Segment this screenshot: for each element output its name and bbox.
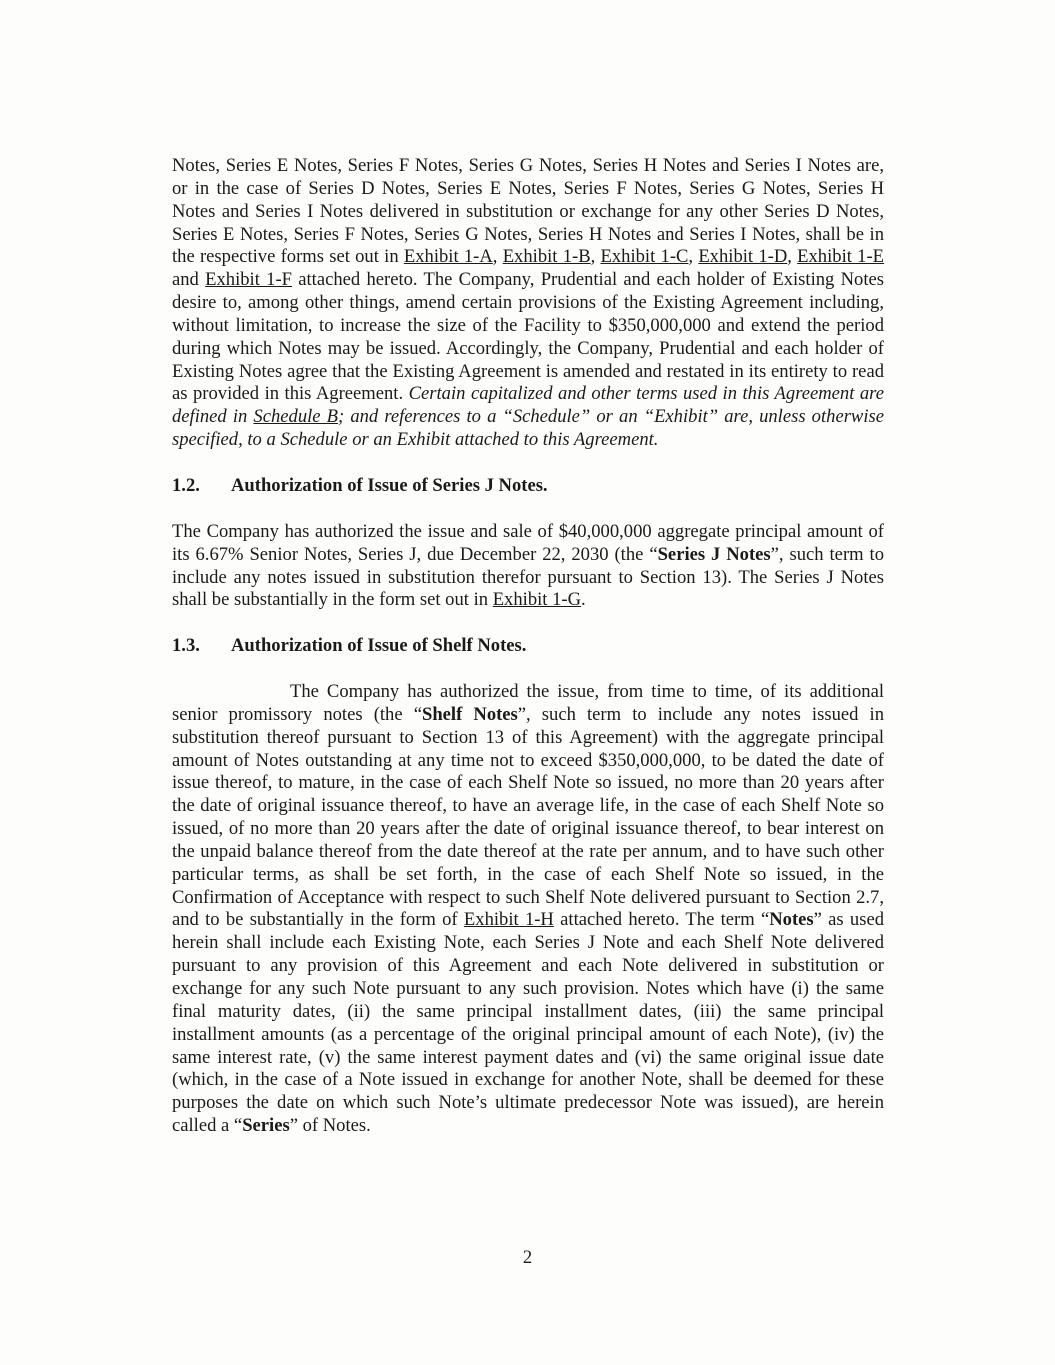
exhibit-1f-ref: Exhibit 1-F <box>205 269 292 291</box>
defined-term-shelf-notes: Shelf Notes <box>421 703 518 725</box>
section-1-3-paragraph: The Company has authorized the issue, from time to time, of its additional senior promissory notes (the “Shelf Notes”, such term to include any notes issued in substitution thereof pursuant to Section 13 of this Agreement) with the aggregate principal amount of Notes outstanding at any time not to exceed $350,000,000, to be dated the date of issue thereof, to mature, in the case of each Shelf Note so issued, no more than 20 years after the date of original issuance thereof, to have an average life, in the case of each Shelf Note so issued, of no more than 20 years after the date of original issuance thereof, to bear interest on the unpaid balance thereof from the date thereof at the rate per annum, and to have such other particular terms, as shall be set forth, in the case of each Shelf Note so issued, in the Confirmation of Acceptance with respect to such Shelf Note delivered pursuant to Section 2.7, and to be substantially in the form of Exhibit 1-H attached hereto. The term “Notes” as used herein shall include each Existing Note, each Series J Note and each Shelf Note delivered pursuant to any provision of this Agreement and each Note delivered in substitution or exchange for any such Note pursuant to any such provision. Notes which have (i) the same final maturity dates, (ii) the same principal installment dates, (iii) the same principal installment amounts (as a percentage of the original principal amount of each Note), (iv) the same interest rate, (v) the same interest payment dates and (vi) the same original issue date (which, in the case of a Note issued in exchange for another Note, shall be deemed for these purposes the date on which such Note’s ultimate predecessor Note was issued), are herein called a “Series” of Notes. <box>172 681 885 1137</box>
exhibit-1c-ref: Exhibit 1-C <box>600 246 689 268</box>
section-number: 1.3. <box>172 635 200 657</box>
exhibit-1g-ref: Exhibit 1-G <box>492 589 582 611</box>
exhibit-1e-ref: Exhibit 1-E <box>797 246 885 268</box>
section-number: 1.2. <box>172 474 200 496</box>
exhibit-1a-ref: Exhibit 1-A <box>403 246 493 268</box>
exhibit-1b-ref: Exhibit 1-B <box>502 246 591 268</box>
exhibit-1d-ref: Exhibit 1-D <box>698 246 788 268</box>
section-1-2-heading <box>172 475 884 498</box>
defined-term-notes: Notes <box>769 909 814 931</box>
page-number: 2 <box>522 1247 533 1268</box>
section-title: Authorization of Issue of Shelf Notes. <box>231 635 527 657</box>
exhibit-1h-ref: Exhibit 1-H <box>463 909 554 931</box>
section-title: Authorization of Issue of Series J Notes. <box>231 474 548 496</box>
defined-term-series: Series <box>242 1115 290 1137</box>
page-content <box>172 155 884 1138</box>
schedule-b-ref: Schedule B <box>253 406 339 428</box>
defined-term-series-j-notes: Series J Notes <box>657 543 771 565</box>
intro-paragraph: Notes, Series E Notes, Series F Notes, Series G Notes, Series H Notes and Series I Notes are, or in the case of Series D Notes, Series E Notes, Series F Notes, Series G Notes, Series H Notes and Series I Notes delivered in substitution or exchange for any other Series D Notes, Series E Notes, Series F Notes, Series G Notes, Series H Notes and Series I Notes, shall be in the respective forms set out in Exhibit 1-A, Exhibit 1-B, Exhibit 1-C, Exhibit 1-D, Exhibit 1-E and Exhibit 1-F attached hereto. The Company, Prudential and each holder of Existing Notes desire to, among other things, amend certain provisions of the Existing Agreement including, without limitation, to increase the size of the Facility to $350,000,000 and extend the period during which Notes may be issued. Accordingly, the Company, Prudential and each holder of Existing Notes agree that the Existing Agreement is amended and restated in its entirety to read as provided in this Agreement. Certain capitalized and other terms used in this Agreement are defined in Schedule B; and references to a “Schedule” or an “Exhibit” are, unless otherwise specified, to a Schedule or an Exhibit attached to this Agreement. <box>172 155 885 451</box>
section-1-3-heading <box>172 635 884 658</box>
section-1-2-paragraph: The Company has authorized the issue and sale of $40,000,000 aggregate principal amount of its 6.67% Senior Notes, Series J, due December 22, 2030 (the “Series J Notes”, such term to include any notes issued in substitution therefor pursuant to Section 13). The Series J Notes shall be substantially in the form set out in Exhibit 1-G. <box>172 520 884 611</box>
